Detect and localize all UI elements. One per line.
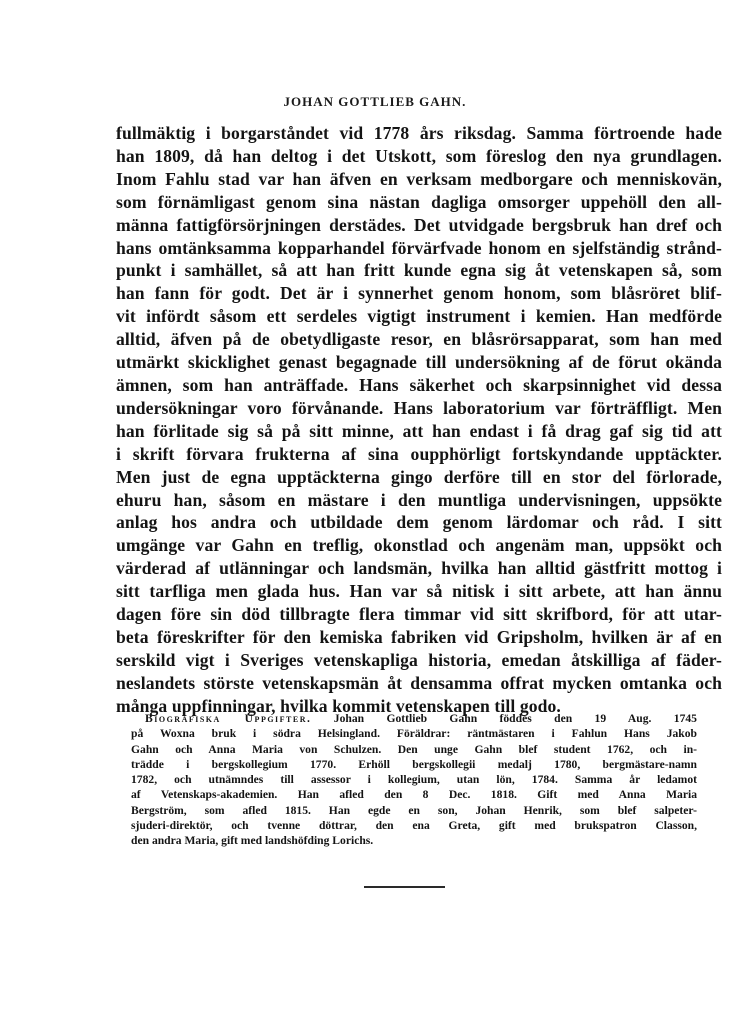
notes-line: på Woxna bruk i södra Helsingland. Föräldrar: räntmästaren i Fahlun Hans Jakob bbox=[131, 727, 697, 741]
notes-line: 1782, och utnämndes till assessor i kollegium, utan lön, 1784. Samma år ledamot bbox=[131, 773, 697, 787]
section-divider bbox=[364, 886, 445, 888]
body-line: alltid, äfven på de obetydligaste resor, en blåsrörsapparat, som han med bbox=[116, 329, 722, 350]
body-line: hans omtänksamma kopparhandel förvärfvade honom en sjelfständig strånd- bbox=[116, 237, 722, 258]
body-line: i skrift förvara frukterna af sina oupphörligt fortskyndande upptäckter. bbox=[116, 443, 722, 464]
body-line: undersökningar voro förvånande. Hans laboratorium var förträffligt. Men bbox=[116, 397, 722, 418]
body-line: värderad af utlänningar och landsmän, hvilka han alltid gästfritt mottog i bbox=[116, 558, 722, 579]
body-line: beta föreskrifter för den kemiska fabriken vid Gripsholm, hvilken är af en bbox=[116, 626, 722, 647]
body-line: vit infördt såsom ett serdeles vigtigt instrument i kemien. Han medförde bbox=[116, 306, 722, 327]
body-line: Men just de egna upptäckterna gingo derföre till en stor del förlorade, bbox=[116, 466, 722, 487]
body-line: många uppfinningar, hvilka kommit vetenskapen till godo. bbox=[116, 695, 561, 716]
body-text bbox=[116, 122, 722, 718]
body-line: han 1809, då han deltog i det Utskott, som föreslog den nya grundlagen. bbox=[116, 145, 722, 166]
biographical-notes bbox=[131, 711, 697, 849]
body-line: han förlitade sig så på sitt minne, att han endast i få drag gaf sig tid att bbox=[116, 420, 722, 441]
body-line: serskild vigt i Sveriges vetenskapliga historia, emedan åtskilliga af fäder- bbox=[116, 649, 722, 670]
notes-line bbox=[131, 711, 697, 726]
notes-line: Bergström, som afled 1815. Han egde en son, Johan Henrik, som blef salpeter- bbox=[131, 803, 697, 817]
body-line: Inom Fahlu stad var han äfven en verksam medborgare och menniskovän, bbox=[116, 168, 722, 189]
body-line: anlag hos andra och utbildade dem genom lärdomar och råd. I sitt bbox=[116, 512, 722, 533]
notes-line: den andra Maria, gift med landshöfding Lorichs. bbox=[131, 834, 374, 848]
notes-line-text: Johan Gottlieb Gahn föddes den 19 Aug. 1745 bbox=[333, 712, 697, 725]
notes-line: sjuderi-direktör, och tvenne döttrar, den ena Greta, gift med brukspatron Classon, bbox=[131, 819, 697, 833]
body-line: sitt tarfliga men glada hus. Han var så nitisk i sitt arbete, att han ännu bbox=[116, 581, 722, 602]
body-line: ehuru han, såsom en mästare i den muntliga undervisningen, uppsökte bbox=[116, 489, 722, 510]
body-line: fullmäktig i borgarståndet vid 1778 års riksdag. Samma förtroende hade bbox=[116, 123, 722, 143]
body-line: männa fattigförsörjningen derstädes. Det utvidgade bergsbruk han dref och bbox=[116, 214, 722, 235]
body-line: han fann för godt. Det är i synnerhet genom honom, som blåsröret blif- bbox=[116, 283, 722, 304]
body-line: neslandets störste vetenskapsmän åt densamma offrat mycken omtanka och bbox=[116, 672, 722, 693]
body-line: dagen före sin död tillbragte flera timmar vid sitt skrifbord, för att utar- bbox=[116, 604, 722, 625]
body-line: ämnen, som han anträffade. Hans säkerhet och skarpsinnighet vid dessa bbox=[116, 374, 722, 395]
body-line: umgänge var Gahn en treflig, okonstlad och angenäm man, uppsökt och bbox=[116, 535, 722, 556]
running-head: JOHAN GOTTLIEB GAHN. bbox=[283, 94, 467, 109]
notes-line: af Vetenskaps-akademien. Han afled den 8 Dec. 1818. Gift med Anna Maria bbox=[131, 788, 697, 802]
body-line: utmärkt skicklighet genast begagnade till undersökning af de förut okända bbox=[116, 352, 722, 373]
notes-line: Gahn och Anna Maria von Schulzen. Den unge Gahn blef student 1762, och in- bbox=[131, 742, 697, 756]
body-line: som förnämligast genom sina nästan dagliga omsorger uppehöll den all- bbox=[116, 191, 722, 212]
notes-heading: Biografiska Uppgifter. bbox=[145, 712, 312, 725]
body-line: punkt i samhället, så att han fritt kunde egna sig åt vetenskapen så, som bbox=[116, 260, 722, 281]
notes-line: trädde i bergskollegium 1770. Erhöll bergskollegii medalj 1780, bergmästare-namn bbox=[131, 757, 697, 771]
